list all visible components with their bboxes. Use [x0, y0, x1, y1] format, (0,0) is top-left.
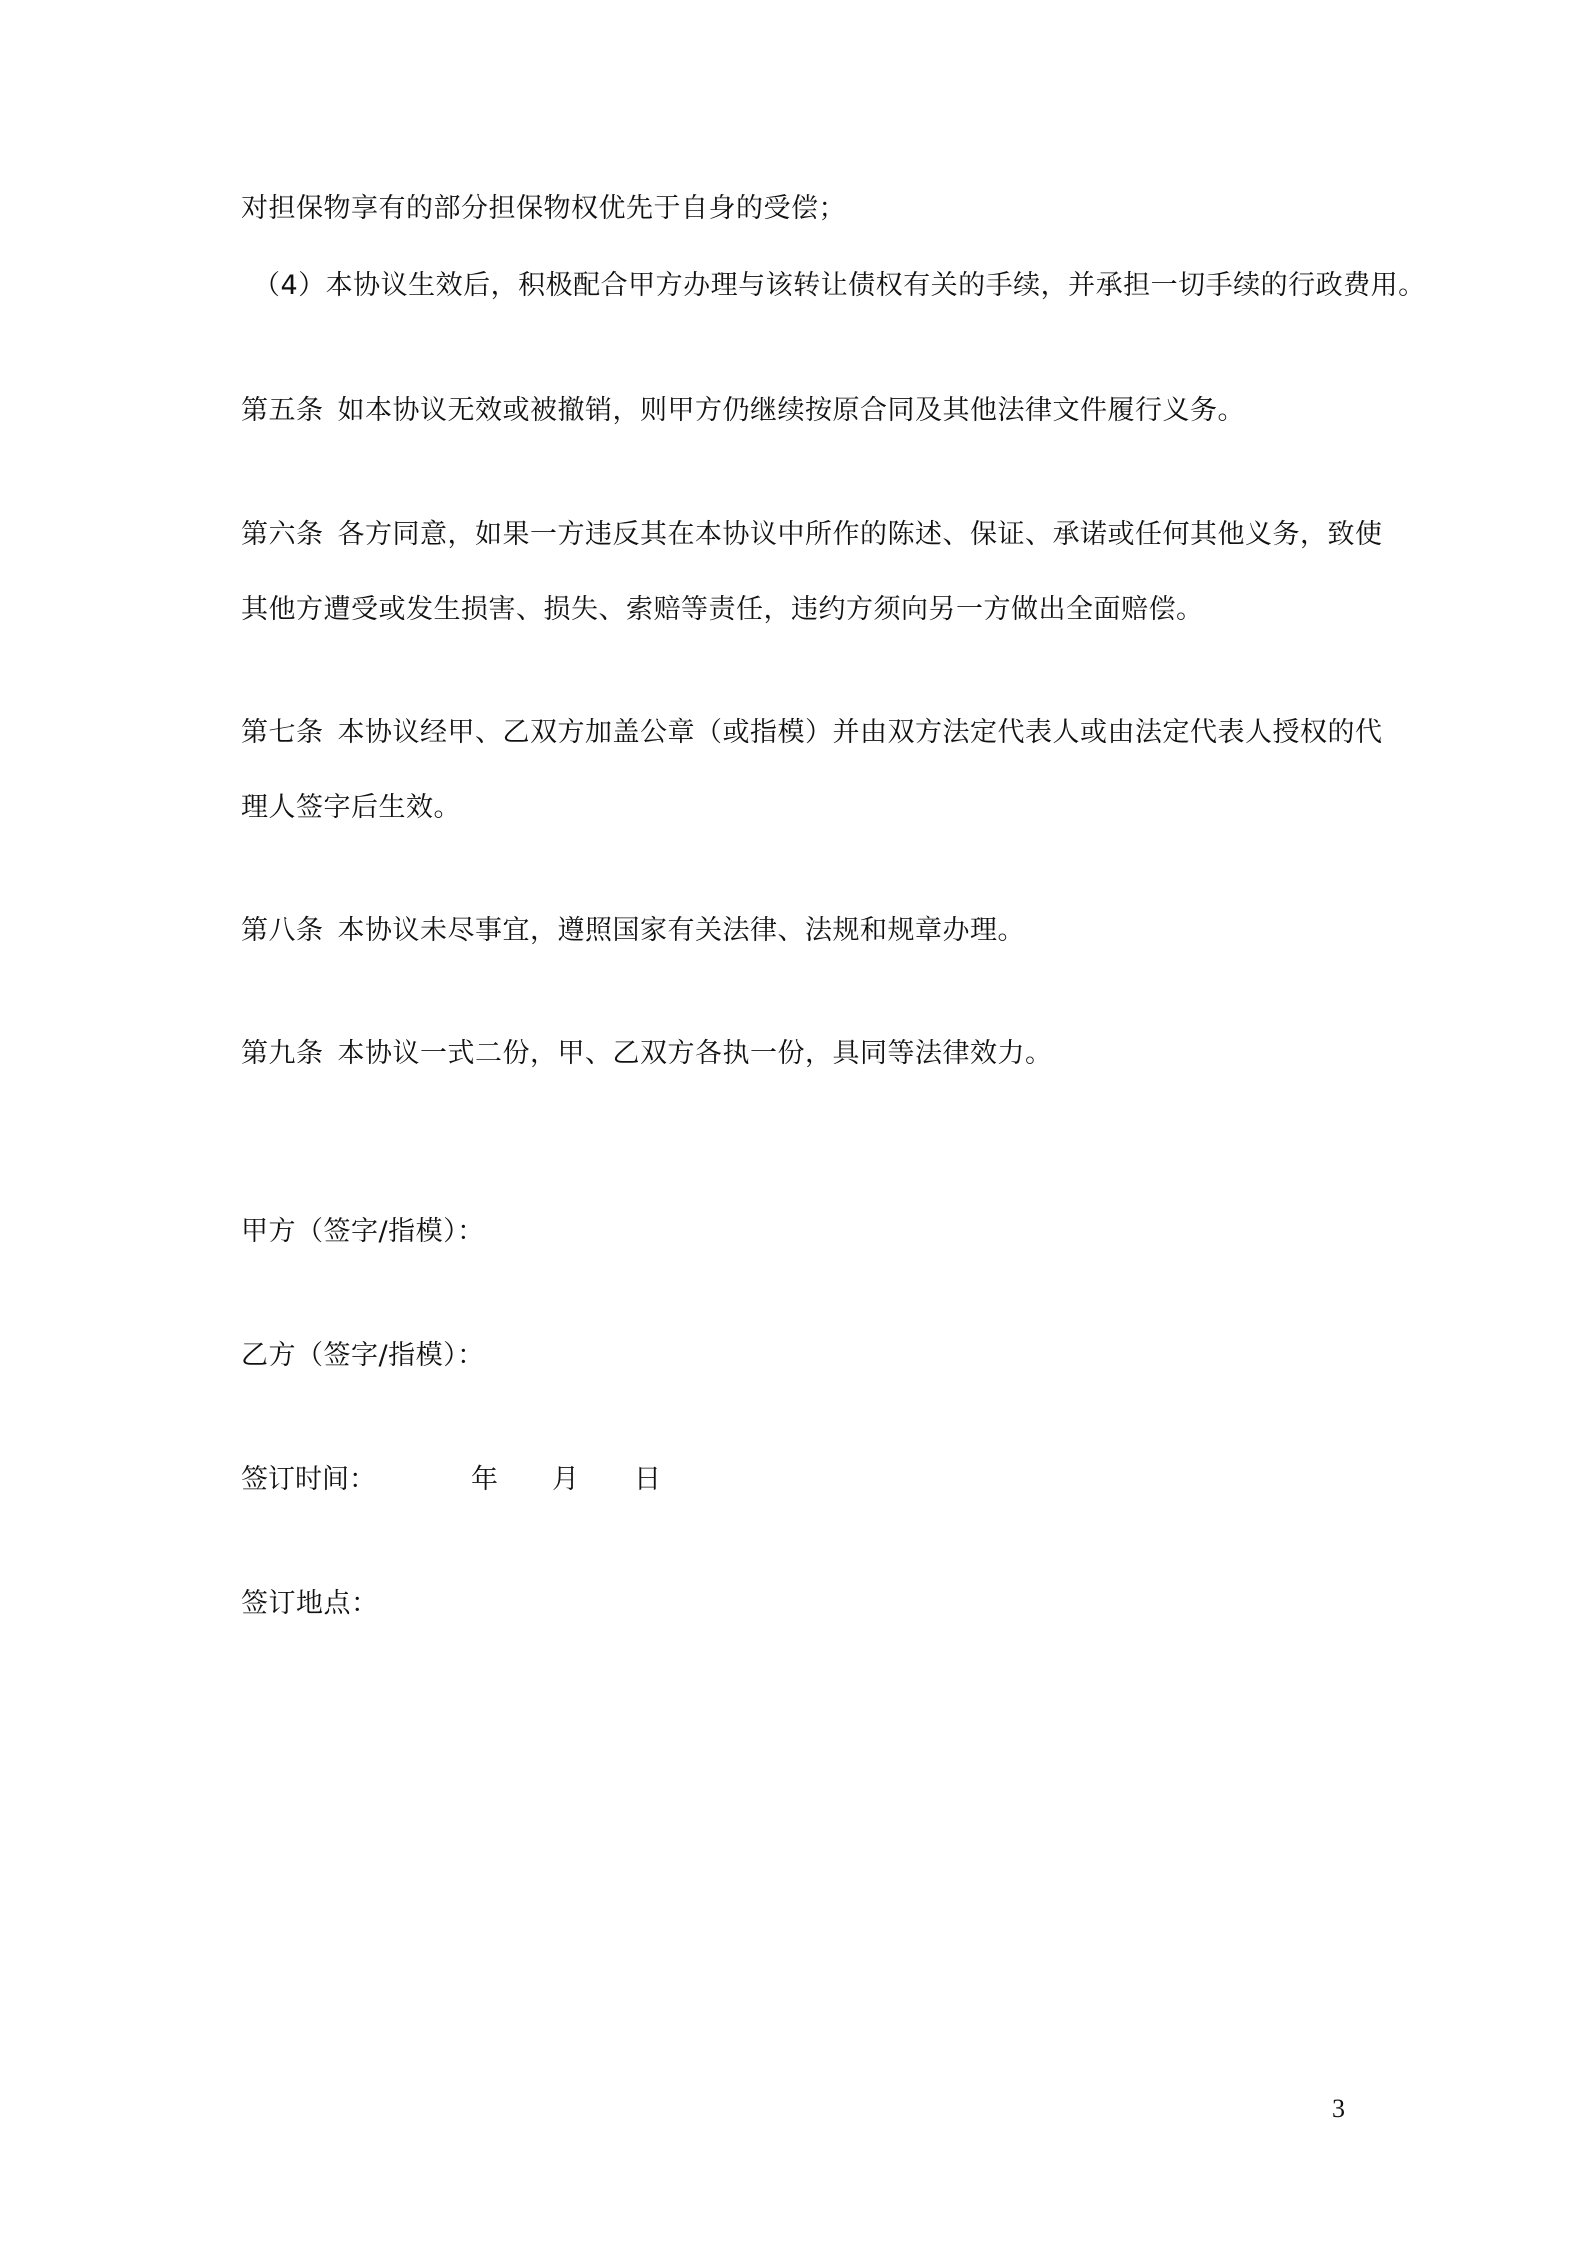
article-text: 本协议一式二份，甲、乙双方各执一份，具同等法律效力。	[337, 1038, 1053, 1069]
page-number: 3	[1332, 2094, 1345, 2123]
article-label: 第九条	[241, 1038, 324, 1069]
sign-place-line	[241, 1587, 379, 1621]
paragraph-line	[253, 269, 1426, 303]
article-label: 第八条	[241, 915, 324, 946]
article-text: 本协议未尽事宜，遵照国家有关法律、法规和规章办理。	[337, 915, 1025, 946]
text: 理人签字后生效。	[241, 792, 461, 823]
article-5	[241, 394, 1245, 428]
paragraph-line	[241, 593, 1204, 627]
paragraph-line	[241, 192, 846, 226]
party-a-signature-line	[241, 1215, 485, 1249]
article-9	[241, 1037, 1053, 1071]
article-label: 第五条	[241, 395, 324, 426]
sign-time-label: 签订时间：	[241, 1464, 376, 1495]
article-6	[241, 518, 1383, 552]
article-text: 本协议经甲、乙双方加盖公章（或指模）并由双方法定代表人或由法定代表人授权的代	[337, 717, 1383, 748]
article-label: 第六条	[241, 519, 324, 550]
party-a-label: 甲方（签字/指模）：	[241, 1216, 485, 1247]
text: 对担保物享有的部分担保物权优先于自身的受偿；	[241, 193, 846, 224]
day-label: 日	[634, 1464, 661, 1495]
article-label: 第七条	[241, 717, 324, 748]
party-b-label: 乙方（签字/指模）：	[241, 1340, 485, 1371]
article-8	[241, 914, 1025, 948]
article-7	[241, 716, 1383, 750]
sign-place-label: 签订地点：	[241, 1588, 379, 1619]
month-label: 月	[552, 1464, 579, 1495]
article-text: 如本协议无效或被撤销，则甲方仍继续按原合同及其他法律文件履行义务。	[337, 395, 1245, 426]
paragraph-line	[241, 791, 461, 825]
year-label: 年	[471, 1464, 498, 1495]
party-b-signature-line	[241, 1339, 485, 1373]
article-text: 各方同意，如果一方违反其在本协议中所作的陈述、保证、承诺或任何其他义务，致使	[337, 519, 1383, 550]
text: （4）本协议生效后，积极配合甲方办理与该转让债权有关的手续，并承担一切手续的行政费用。	[253, 270, 1426, 301]
text: 其他方遭受或发生损害、损失、索赔等责任，违约方须向另一方做出全面赔偿。	[241, 594, 1204, 625]
